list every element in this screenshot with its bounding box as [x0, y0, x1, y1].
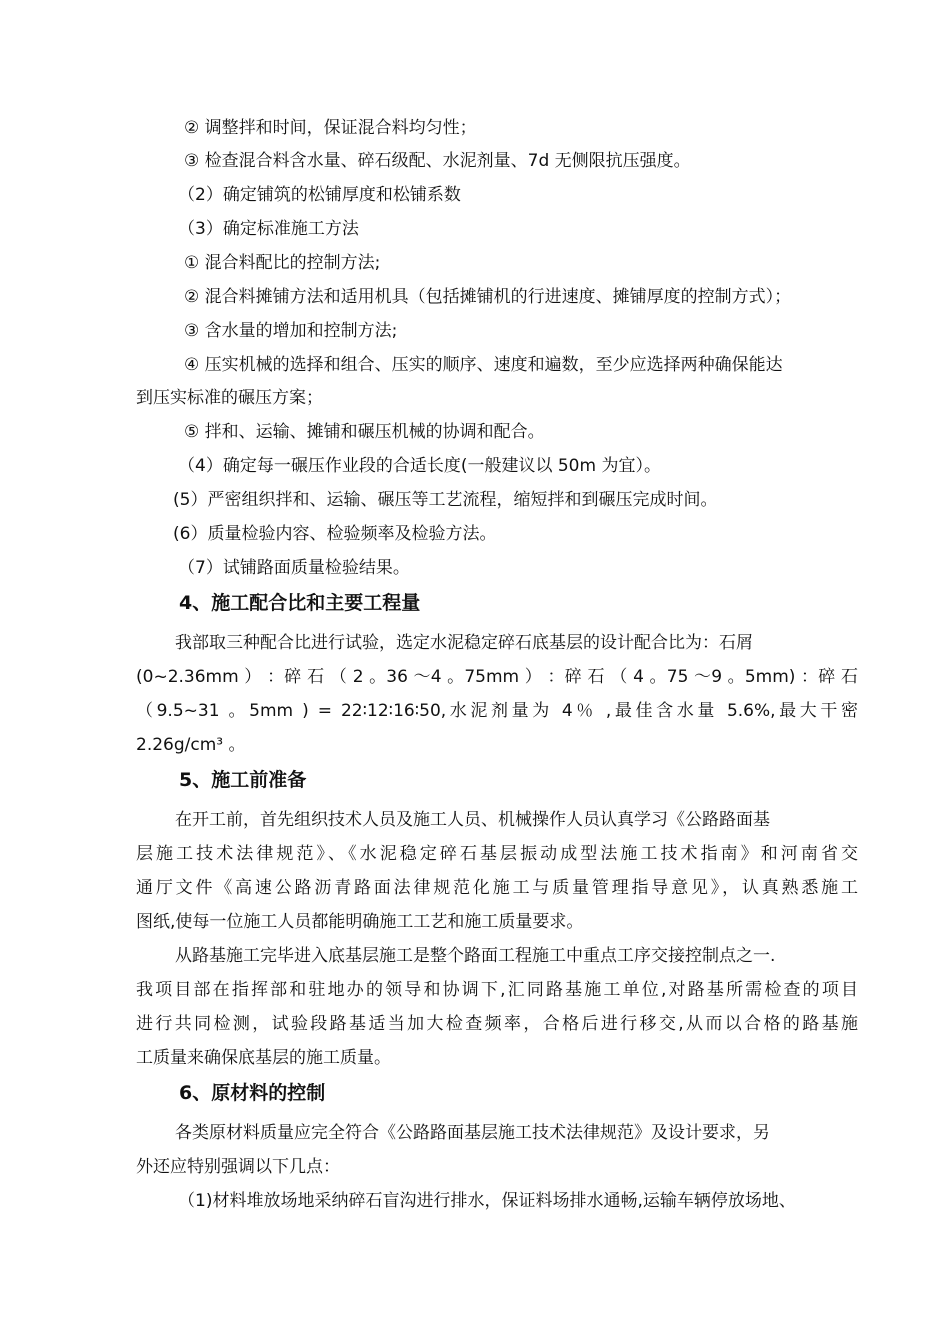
- list-item: （1)材料堆放场地采纳碎石盲沟进行排水，保证料场排水通畅,运输车辆停放场地、: [178, 1191, 796, 1211]
- list-item: （4）确定每一碾压作业段的合适长度(一般建议以 50m 为宜）。: [178, 456, 661, 476]
- paragraph-line: 图纸,使每一位施工人员都能明确施工工艺和施工质量要求。: [136, 912, 584, 932]
- section-heading: 6、原材料的控制: [179, 1082, 326, 1104]
- paragraph-line: 在开工前，首先组织技术人员及施工人员、机械操作人员认真学习《公路路面基: [175, 810, 770, 830]
- section-heading: 4、施工配合比和主要工程量: [179, 592, 421, 614]
- list-item: （3）确定标准施工方法: [178, 219, 359, 239]
- list-item: ② 混合料摊铺方法和适用机具（包括摊铺机的行进速度、摊铺厚度的控制方式）；: [184, 287, 792, 307]
- list-item: ① 混合料配比的控制方法;: [184, 253, 381, 273]
- list-item: （7）试铺路面质量检验结果。: [178, 558, 410, 578]
- list-item: ② 调整拌和时间，保证混合料均匀性；: [184, 118, 477, 138]
- paragraph-line: 我部取三种配合比进行试验，选定水泥稳定碎石底基层的设计配合比为：石屑: [175, 633, 753, 653]
- paragraph-line: 各类原材料质量应完全符合《公路路面基层施工技术法律规范》及设计要求，另: [175, 1123, 770, 1143]
- paragraph-line: 层施工技术法律规范》、《水泥稳定碎石基层振动成型法施工技术指南》和河南省交: [136, 844, 858, 864]
- paragraph-line: 进行共同检测，试验段路基适当加大检查频率，合格后进行移交,从而以合格的路基施: [136, 1014, 858, 1034]
- list-item-continuation: 到压实标准的碾压方案；: [136, 388, 323, 408]
- section-heading: 5、施工前准备: [179, 769, 307, 791]
- list-item: （2）确定铺筑的松铺厚度和松铺系数: [178, 185, 461, 205]
- list-item: (6）质量检验内容、检验频率及检验方法。: [173, 524, 497, 544]
- paragraph-line: 从路基施工完毕进入底基层施工是整个路面工程施工中重点工序交接控制点之一.: [175, 946, 776, 966]
- paragraph-line: (0~2.36mm ） ：碎 石 （ 2 。36 ～4 。75mm ） ：碎 石 （ 4 。75 ～9 。5mm) ：碎 石: [136, 667, 858, 687]
- list-item: ③ 检查混合料含水量、碎石级配、水泥剂量、7d 无侧限抗压强度。: [184, 151, 691, 171]
- paragraph-line: 工质量来确保底基层的施工质量。: [136, 1048, 391, 1068]
- list-item: ③ 含水量的增加和控制方法;: [184, 321, 398, 341]
- paragraph-line: 通厅文件《高速公路沥青路面法律规范化施工与质量管理指导意见》，认真熟悉施工: [136, 878, 858, 898]
- paragraph-line: 2.26g/cm³ 。: [136, 735, 246, 755]
- paragraph-line: 外还应特别强调以下几点：: [136, 1157, 340, 1177]
- list-item: (5）严密组织拌和、运输、碾压等工艺流程，缩短拌和到碾压完成时间。: [173, 490, 718, 510]
- list-item: ④ 压实机械的选择和组合、压实的顺序、速度和遍数，至少应选择两种确保能达: [184, 355, 783, 375]
- paragraph-line: （9.5~31 。5mm ) = 22∶12∶16∶50,水泥剂量为 4％ ,最佳含水量 5.6%,最大干密: [136, 701, 858, 721]
- paragraph-line: 我项目部在指挥部和驻地办的领导和协调下,汇同路基施工单位,对路基所需检查的项目: [136, 980, 858, 1000]
- list-item: ⑤ 拌和、运输、摊铺和碾压机械的协调和配合。: [184, 422, 545, 442]
